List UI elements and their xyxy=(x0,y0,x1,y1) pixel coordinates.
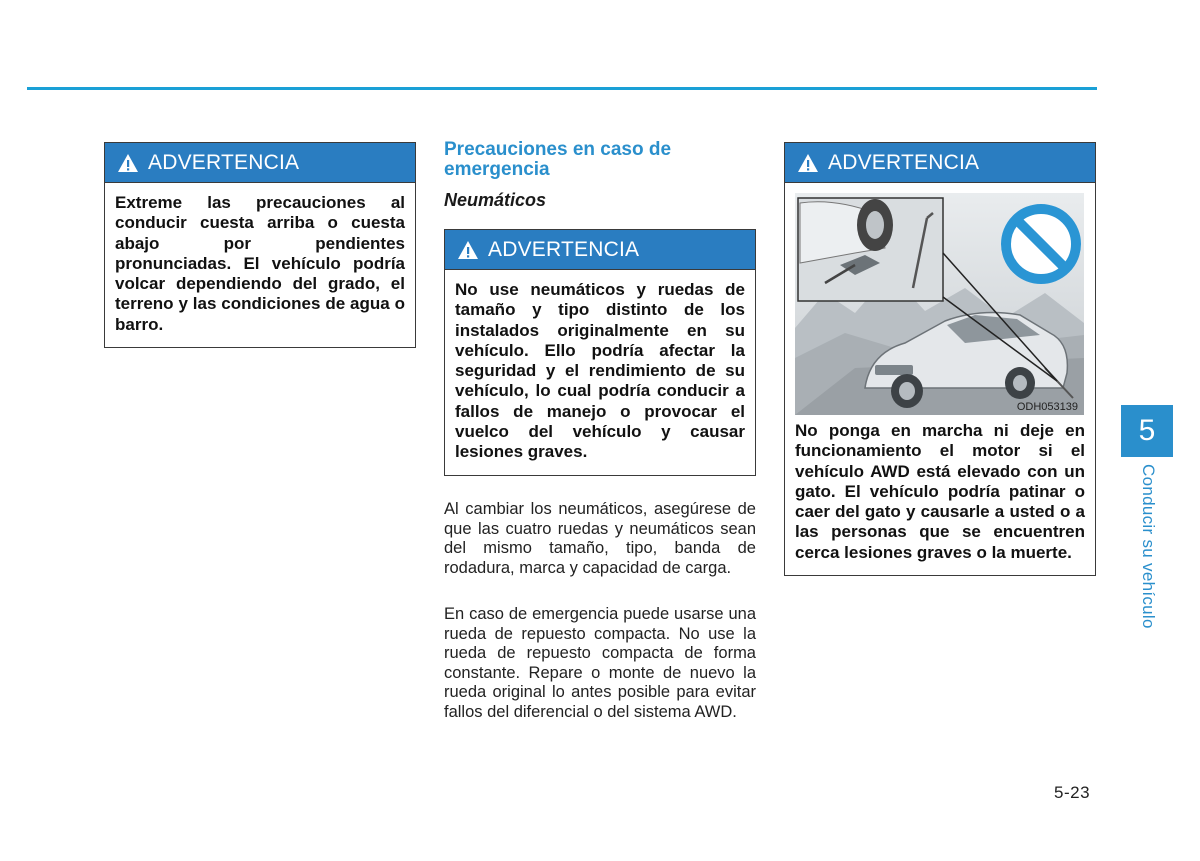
warning-header xyxy=(785,143,1095,183)
warning-text: No use neumáticos y ruedas de tamaño y tipo distinto de los instalados originalmente en su vehículo. Ello podría afectar la seguridad y el rendimiento de su vehículo, lo cual podría conducir a fallos de manejo o provocar el vuelco del vehículo y causar lesiones graves. xyxy=(455,280,745,462)
car-on-jack-illustration xyxy=(795,193,1084,415)
warning-header xyxy=(105,143,415,183)
section-title: Precauciones en caso de emergencia xyxy=(444,139,672,180)
warning-triangle-icon xyxy=(117,153,139,173)
warning-triangle-icon xyxy=(797,153,819,173)
warning-box-tires xyxy=(444,229,756,476)
warning-title: ADVERTENCIA xyxy=(148,150,300,174)
paragraph-spare-tire: En caso de emergencia puede usarse una rueda de repuesto compacta. No use la rueda de repuesto compacta de forma constante. Repare o monte de nuevo la rueda original lo antes posible para evitar fallos del diferencial o del sistema AWD. xyxy=(444,605,756,721)
chapter-title: Conducir su vehículo xyxy=(1139,464,1158,629)
image-code: ODH053139 xyxy=(1016,401,1078,413)
warning-title: ADVERTENCIA xyxy=(828,150,980,174)
warning-box-slopes xyxy=(104,142,416,348)
chapter-number-tab: 5 xyxy=(1121,405,1173,457)
warning-box-awd-jack xyxy=(784,142,1096,576)
header-rule xyxy=(27,87,1097,90)
warning-triangle-icon xyxy=(457,240,479,260)
car-jack-drawing xyxy=(795,193,1084,415)
subsection-title: Neumáticos xyxy=(444,190,547,210)
paragraph-tire-change: Al cambiar los neumáticos, asegúrese de que las cuatro ruedas y neumáticos sean del mismo tamaño, tipo, banda de rodadura, marca y capacidad de carga. xyxy=(444,500,756,577)
page-number: 5-23 xyxy=(1054,783,1091,802)
warning-text: No ponga en marcha ni deje en funcionamiento el motor si el vehículo AWD está elevado con un gato. El vehículo podría patinar o caer del gato y causarle a usted o a las personas que se encuentren cerca lesiones graves o la muerte. xyxy=(795,421,1085,562)
warning-title: ADVERTENCIA xyxy=(488,237,640,261)
warning-header xyxy=(445,230,755,270)
warning-text: Extreme las precauciones al conducir cuesta arriba o cuesta abajo por pendientes pronunciadas. El vehículo podría volcar dependiendo del grado, el terreno y las condiciones de agua o barro. xyxy=(115,193,405,334)
